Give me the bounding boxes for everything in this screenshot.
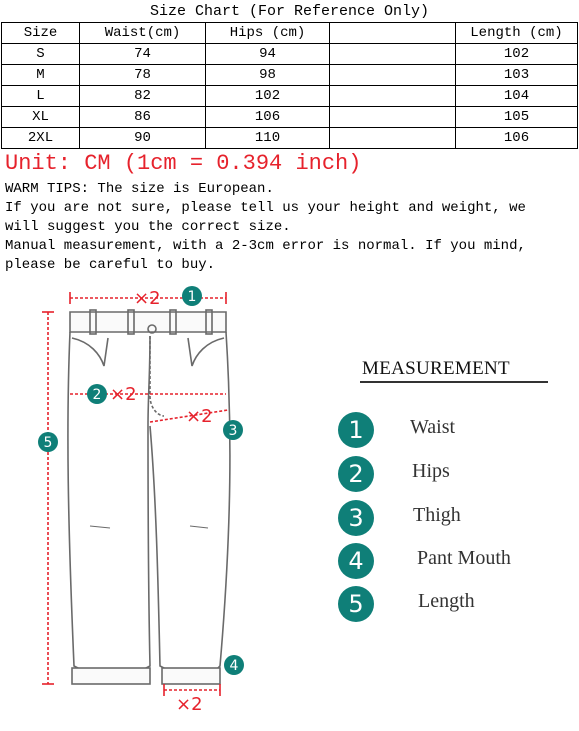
table-cell <box>330 86 456 107</box>
table-cell: L <box>2 86 80 107</box>
tips-line: will suggest you the correct size. <box>5 219 291 235</box>
measurement-heading-underline <box>360 381 548 383</box>
table-cell: S <box>2 44 80 65</box>
table-cell: 2XL <box>2 128 80 149</box>
table-header-cell: Hips (cm) <box>206 23 330 44</box>
table-cell <box>330 128 456 149</box>
pants-outline <box>68 310 230 684</box>
warm-tips <box>5 180 526 275</box>
tips-line: If you are not sure, please tell us your height and weight, we <box>5 200 526 216</box>
table-cell: M <box>2 65 80 86</box>
legend-number: 5 <box>338 586 374 622</box>
table-header-cell: Length (cm) <box>456 23 578 44</box>
unit-conversion-note: Unit: CM (1cm = 0.394 inch) <box>5 151 362 176</box>
table-row <box>2 44 578 65</box>
svg-text:1: 1 <box>187 289 197 305</box>
legend-label: Hips <box>412 460 450 482</box>
table-cell: 78 <box>80 65 206 86</box>
measurement-heading: MEASUREMENT <box>362 358 510 379</box>
hips-multiplier: ×2 <box>110 384 137 405</box>
table-cell: 110 <box>206 128 330 149</box>
table-row <box>2 65 578 86</box>
tips-line: WARM TIPS: The size is European. <box>5 181 274 197</box>
table-cell: 102 <box>206 86 330 107</box>
pants-diagram <box>0 276 330 731</box>
table-cell: XL <box>2 107 80 128</box>
tips-line: please be careful to buy. <box>5 257 216 273</box>
marker-pant-mouth <box>224 655 244 675</box>
legend-item-thigh <box>338 500 578 538</box>
legend-item-hips <box>338 456 578 494</box>
svg-text:3: 3 <box>228 423 238 439</box>
svg-text:2: 2 <box>92 387 102 403</box>
marker-hips <box>87 384 107 404</box>
pant-mouth-multiplier: ×2 <box>176 694 203 715</box>
table-cell <box>330 44 456 65</box>
table-cell: 86 <box>80 107 206 128</box>
legend-label: Length <box>418 590 475 612</box>
table-cell: 74 <box>80 44 206 65</box>
table-header-cell <box>330 23 456 44</box>
marker-thigh <box>223 420 243 440</box>
legend-number: 1 <box>338 412 374 448</box>
legend-number: 2 <box>338 456 374 492</box>
size-chart-title: Size Chart (For Reference Only) <box>149 3 430 20</box>
legend-label: Waist <box>410 416 456 438</box>
svg-text:4: 4 <box>229 658 239 674</box>
legend-number: 3 <box>338 500 374 536</box>
thigh-multiplier: ×2 <box>186 406 213 427</box>
table-cell: 103 <box>456 65 578 86</box>
legend-item-pant-mouth <box>338 543 578 581</box>
legend-item-waist <box>338 412 578 450</box>
table-cell: 106 <box>456 128 578 149</box>
legend-number: 4 <box>338 543 374 579</box>
size-table <box>1 22 578 149</box>
table-row <box>2 128 578 149</box>
table-cell: 98 <box>206 65 330 86</box>
legend-label: Thigh <box>413 504 461 526</box>
legend-label: Pant Mouth <box>417 547 511 569</box>
table-cell <box>330 65 456 86</box>
table-header-cell: Size <box>2 23 80 44</box>
marker-waist <box>182 286 202 306</box>
table-cell: 105 <box>456 107 578 128</box>
tips-line: Manual measurement, with a 2-3cm error is normal. If you mind, <box>5 238 526 254</box>
table-cell: 82 <box>80 86 206 107</box>
table-header-row <box>2 23 578 44</box>
marker-length <box>38 432 58 452</box>
table-cell: 90 <box>80 128 206 149</box>
table-header-cell: Waist(cm) <box>80 23 206 44</box>
table-row <box>2 107 578 128</box>
table-row <box>2 86 578 107</box>
table-cell: 94 <box>206 44 330 65</box>
waist-multiplier: ×2 <box>134 288 161 309</box>
table-cell <box>330 107 456 128</box>
svg-text:5: 5 <box>43 435 53 451</box>
table-cell: 104 <box>456 86 578 107</box>
legend-item-length <box>338 586 578 624</box>
table-cell: 106 <box>206 107 330 128</box>
table-cell: 102 <box>456 44 578 65</box>
